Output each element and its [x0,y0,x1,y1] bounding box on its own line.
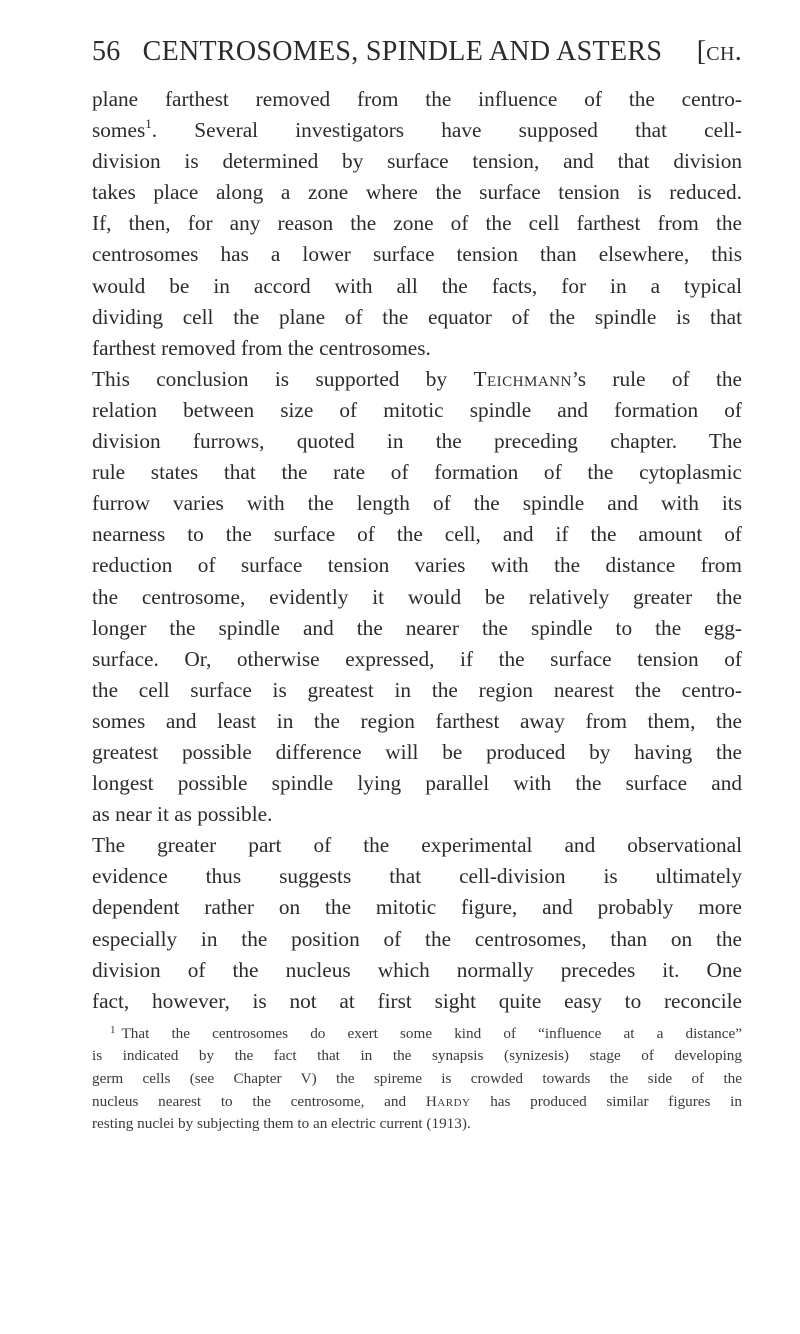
text-line [92,799,742,830]
text-line [92,239,742,270]
text-line [92,488,742,519]
page-number: 56 [92,36,121,67]
body-text [92,84,742,1017]
running-title: CENTROSOMES, SPINDLE AND ASTERS [142,36,663,67]
footnotes [92,1023,742,1136]
text-run: relation between size of mitotic spindle and formation of [92,397,742,422]
text-run: furrow varies with the length of the spindle and with its [92,491,742,516]
text-line [92,550,742,581]
text-line [92,768,742,799]
text-run: is indicated by the fact that in the synapsis (synizesis) stage of developing [92,1047,742,1065]
text-run: If, then, for any reason the zone of the cell farthest from the [92,211,742,236]
text-line [92,519,742,550]
text-line [92,84,742,115]
footnote-line [92,1091,742,1114]
text-run: division of the nucleus which normally precedes it. One [92,957,742,982]
footnote [92,1023,742,1136]
chapter-abbreviation: [ch. [696,36,742,67]
paragraph [92,84,742,364]
text-run: dependent rather on the mitotic figure, and probably more [92,895,742,920]
author-name: Teichmann [473,366,572,391]
text-run: resting nuclei by subjecting them to an electric current (1913). [92,1115,471,1133]
text-line [92,208,742,239]
text-run: somes [92,118,146,143]
text-run: That the centrosomes do exert some kind of “influence at a distance” [121,1024,742,1042]
text-line [92,115,742,146]
text-line [92,830,742,861]
text-run: has produced similar figures in [470,1092,742,1110]
text-run: farthest removed from the centrosomes. [92,335,431,360]
footnote-line [92,1045,742,1068]
text-run: . Several investigators have supposed that cell- [151,118,742,143]
text-line [92,706,742,737]
footnote-line [92,1068,742,1091]
footnote-reference: 1 [145,116,152,132]
text-run: ’s rule of the [571,366,743,391]
text-line [92,861,742,892]
text-run: dividing cell the plane of the equator of the spindle is that [92,304,742,329]
text-run: greatest possible difference will be produced by having the [92,739,742,764]
text-run: The greater part of the experimental and observational [92,833,742,858]
text-line [92,302,742,333]
footnote-line [92,1113,742,1136]
paragraph [92,830,742,1017]
text-run: would be in accord with all the facts, for in a typical [92,273,742,298]
text-line [92,675,742,706]
text-run: germ cells (see Chapter V) the spireme is crowded towards the side of the [92,1070,742,1087]
text-run: reduction of surface tension varies with the distance from [92,553,742,578]
text-run: surface. Or, otherwise expressed, if the surface tension of [92,646,742,671]
text-run: longer the spindle and the nearer the spindle to the egg- [92,615,742,640]
text-run: nearness to the surface of the cell, and if the amount of [92,522,742,547]
text-run: plane farthest removed from the influence of the centro- [92,87,742,111]
text-line [92,955,742,986]
author-name: Hardy [425,1092,471,1110]
text-run: especially in the position of the centrosomes, than on the [92,926,742,951]
text-line [92,582,742,613]
text-run: longest possible spindle lying parallel with the surface and [92,771,742,796]
text-run: the centrosome, evidently it would be relatively greater the [92,584,742,609]
footnote-line [92,1023,742,1046]
text-line [92,986,742,1017]
text-line [92,924,742,955]
text-line [92,395,742,426]
running-header [92,36,742,78]
footnote-marker: 1 [110,1023,116,1036]
text-run: as near it as possible. [92,802,273,827]
text-run: rule states that the rate of formation of the cytoplasmic [92,460,742,485]
text-line [92,892,742,923]
text-line [92,426,742,457]
text-run: evidence thus suggests that cell-division is ultimately [92,864,742,889]
paragraph [92,364,742,830]
text-line [92,271,742,302]
text-line [92,737,742,768]
text-run: nucleus nearest to the centrosome, and [92,1092,426,1110]
text-line [92,644,742,675]
text-run: division furrows, quoted in the preceding chapter. The [92,429,742,454]
book-page [92,36,742,1136]
text-line [92,177,742,208]
text-run: This conclusion is supported by [92,366,474,391]
text-run: the cell surface is greatest in the region nearest the centro- [92,677,742,702]
text-line [92,364,742,395]
text-run: somes and least in the region farthest away from them, the [92,708,742,733]
text-run: fact, however, is not at first sight quite easy to reconcile [92,988,742,1013]
text-line [92,457,742,488]
text-run: takes place along a zone where the surface tension is reduced. [92,180,742,205]
text-run: division is determined by surface tension, and that division [92,149,742,174]
text-line [92,333,742,364]
text-line [92,613,742,644]
text-run: centrosomes has a lower surface tension than elsewhere, this [92,242,742,267]
text-line [92,146,742,177]
